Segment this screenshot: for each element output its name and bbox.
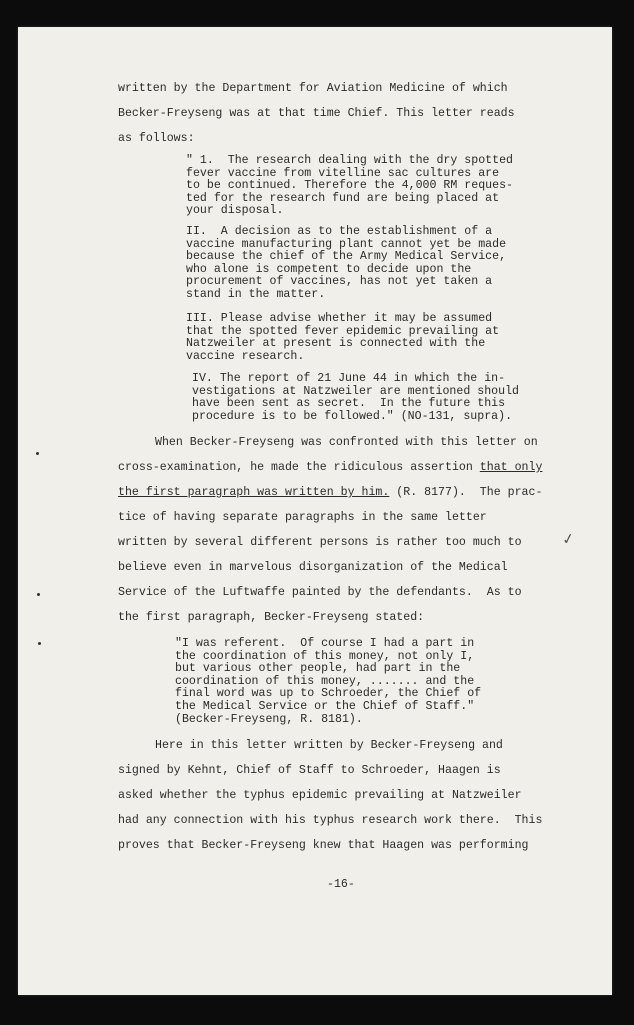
- text-line: vestigations at Natzweiler are mentioned should: [192, 384, 519, 398]
- text-line: signed by Kehnt, Chief of Staff to Schroeder, Haagen is: [118, 764, 501, 777]
- text-line: vaccine manufacturing plant cannot yet be made: [186, 237, 507, 251]
- text-line: vaccine research.: [186, 349, 305, 363]
- quote-item-1: [186, 155, 513, 218]
- text-line: the first paragraph, Becker-Freyseng stated:: [118, 611, 425, 624]
- text-line: have been sent as secret. In the future this: [192, 397, 506, 411]
- paragraph-cross-examination: [118, 430, 542, 630]
- text-line: as follows:: [118, 132, 195, 145]
- text-line: final word was up to Schroeder, the Chief of: [175, 687, 482, 701]
- text-line: written by the Department for Aviation Medicine of which: [118, 82, 508, 95]
- text-line: proves that Becker-Freyseng knew that Haagen was performing: [118, 839, 529, 852]
- text-line: II. A decision as to the establishment of a: [186, 225, 493, 238]
- text-line: Here in this letter written by Becker-Freyseng and: [155, 739, 503, 752]
- text-line: who alone is competent to decide upon the: [186, 262, 472, 276]
- text-line: When Becker-Freyseng was confronted with this letter on: [155, 436, 538, 449]
- text-line: procurement of vaccines, has not yet taken a: [186, 275, 493, 289]
- text-line: coordination of this money, ....... and the: [175, 674, 475, 688]
- text-line: asked whether the typhus epidemic prevailing at Natzweiler: [118, 789, 522, 802]
- text-line: had any connection with his typhus research work there. This: [118, 814, 543, 827]
- page-number: -16-: [327, 878, 355, 891]
- margin-dot: [36, 452, 39, 455]
- text-line: the Medical Service or the Chief of Staff.": [175, 699, 475, 713]
- margin-dot: [38, 642, 41, 645]
- quote-item-3: [186, 313, 499, 363]
- text-line: the coordination of this money, not only I,: [175, 649, 475, 663]
- text-line: fever vaccine from vitelline sac cultures are: [186, 166, 500, 180]
- quote-item-2: [186, 226, 506, 302]
- text-line: ted for the research fund are being placed at: [186, 191, 500, 205]
- text-line: III. Please advise whether it may be assumed: [186, 312, 493, 325]
- text-line: procedure is to be followed." (NO-131, supra).: [192, 409, 513, 423]
- quote-testimony: [175, 638, 481, 726]
- quote-item-4: [192, 373, 519, 423]
- text-line: Service of the Luftwaffe painted by the defendants. As to: [118, 586, 522, 599]
- text-line: that the spotted fever epidemic prevailing at: [186, 324, 500, 338]
- underlined-text: that only: [479, 461, 543, 474]
- text-line: because the chief of the Army Medical Service,: [186, 250, 507, 264]
- paragraph-conclusion: [118, 733, 542, 858]
- text-line: [118, 455, 542, 480]
- margin-checkmark: ✓: [560, 529, 577, 549]
- text-line: to be continued. Therefore the 4,000 RM reques-: [186, 179, 513, 193]
- margin-dot: [37, 593, 40, 596]
- underlined-text: the first paragraph was written by him.: [118, 486, 390, 499]
- text-line: Becker-Freyseng was at that time Chief. This letter reads: [118, 107, 515, 120]
- text-line: stand in the matter.: [186, 287, 326, 301]
- text-line: written by several different persons is rather too much to: [118, 536, 522, 549]
- text-line: "I was referent. Of course I had a part in: [175, 637, 475, 650]
- text-line: (Becker-Freyseng, R. 8181).: [175, 712, 363, 726]
- text-line: IV. The report of 21 June 44 in which the in-: [192, 372, 506, 385]
- text-line: " 1. The research dealing with the dry spotted: [186, 154, 513, 167]
- text-segment: cross-examination, he made the ridiculous assertion: [118, 461, 480, 474]
- text-line: [118, 480, 542, 505]
- text-line: your disposal.: [186, 204, 284, 218]
- text-line: tice of having separate paragraphs in the same letter: [118, 511, 487, 524]
- top-paragraph: [118, 76, 515, 151]
- text-line: Natzweiler at present is connected with the: [186, 337, 486, 351]
- text-line: believe even in marvelous disorganization of the Medical: [118, 561, 508, 574]
- text-segment: (R. 8177). The prac-: [389, 486, 543, 499]
- text-line: but various other people, had part in the: [175, 662, 461, 676]
